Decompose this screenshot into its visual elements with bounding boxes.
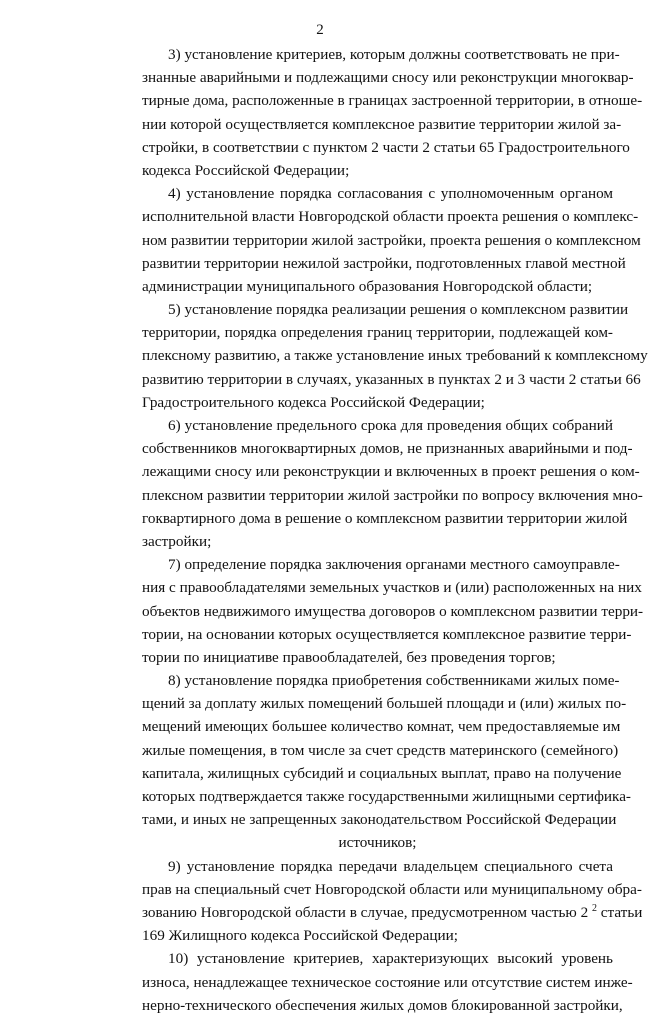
paragraph-9 [142, 855, 643, 948]
paragraph-10 [142, 947, 633, 1017]
text-line: 3) установление критериев, которым должны соответствовать не при- [168, 46, 620, 63]
text-line: 169 Жилищного кодекса Российской Федерации; [142, 927, 458, 945]
text-line: источников; [338, 834, 417, 852]
document-body [142, 43, 648, 1017]
text-line: кодекса Российской Федерации; [142, 161, 350, 179]
text-line-main: зованию Новгородской области в случае, предусмотренном частью 2 [142, 903, 589, 921]
text-line: развитии территории нежилой застройки, подготовленных главой местной [142, 254, 626, 272]
paragraph-6 [142, 414, 643, 553]
page-number: 2 [316, 22, 324, 38]
text-line: капитала, жилищных субсидий и социальных выплат, право на получение [142, 764, 622, 782]
paragraph-8 [142, 669, 631, 855]
text-line [142, 901, 643, 924]
text-line: лежащими сносу или реконструкции и включенных в проект решения о ком- [142, 463, 640, 481]
text-line: гоквартирного дома в решение о комплексном развитии территории жилой [142, 509, 628, 527]
superscript: 2 [591, 902, 597, 914]
text-line: 5) установление порядка реализации решения о комплексном развитии [168, 301, 629, 319]
text-line: объектов недвижимого имущества договоров о комплексном развитии терри- [142, 602, 644, 620]
text-line: тории, на основании которых осуществляется комплексное развитие терри- [142, 625, 632, 643]
text-line: развитию территории в случаях, указанных в пунктах 2 и 3 части 2 статьи 66 [142, 370, 641, 388]
text-line: 7) определение порядка заключения органами местного самоуправле- [168, 556, 620, 574]
paragraph-7 [142, 553, 644, 669]
text-line: стройки, в соответствии с пунктом 2 части 2 статьи 65 Градостроительного [142, 138, 630, 156]
text-line: ном развитии территории жилой застройки, проекта решения о комплексном [142, 231, 641, 249]
text-line-tail: статьи [596, 903, 643, 921]
text-line: собственников многоквартирных домов, не признанных аварийными и под- [142, 440, 633, 458]
text-line: тории по инициативе правообладателей, без проведения торгов; [142, 648, 556, 666]
text-line: жилые помещения, в том числе за счет средств материнского (семейного) [142, 741, 619, 759]
text-line: прав на специальный счет Новгородской области или муниципальному обра- [142, 880, 642, 898]
text-line: ния с правообладателями земельных участков и (или) расположенных на них [142, 579, 642, 597]
text-line: территории, порядка определения границ территории, подлежащей ком- [142, 324, 613, 342]
text-line: износа, ненадлежащее техническое состояние или отсутствие систем инже- [142, 973, 633, 991]
paragraph-3 [142, 43, 643, 182]
text-line: исполнительной власти Новгородской области проекта решения о комплекс- [142, 208, 639, 226]
text-line: нерно-технического обеспечения жилых домов блокированной застройки, [142, 996, 623, 1014]
text-line: тирные дома, расположенные в границах застроенной территории, в отноше- [142, 92, 643, 110]
paragraph-4 [142, 182, 641, 298]
text-line: 4) установление порядка согласования с уполномоченным органом [168, 185, 613, 203]
text-line: плексном развитии территории жилой застройки по вопросу включения мно- [142, 486, 643, 504]
text-line: 8) установление порядка приобретения собственниками жилых поме- [168, 672, 620, 690]
text-line: Градостроительного кодекса Российской Федерации; [142, 393, 485, 411]
text-line: 10) установление критериев, характеризующих высокий уровень [168, 950, 613, 968]
text-line: администрации муниципального образования Новгородской области; [142, 277, 593, 295]
text-line: мещений имеющих большее количество комнат, чем предоставляемые им [142, 718, 621, 736]
text-line: плексному развитию, а также установление иных требований к комплексному [142, 347, 648, 365]
text-line: 9) установление порядка передачи владельцем специального счета [168, 857, 613, 875]
paragraph-5 [142, 298, 648, 414]
text-line: тами, и иных не запрещенных законодательством Российской Федерации [142, 811, 617, 829]
text-line: нии которой осуществляется комплексное развитие территории жилой за- [142, 115, 622, 133]
text-line: которых подтверждается также государственными жилищными сертифика- [142, 788, 631, 805]
text-line: 6) установление предельного срока для проведения общих собраний [168, 417, 613, 434]
text-line: застройки; [142, 532, 212, 550]
text-line: знанные аварийными и подлежащими сносу или реконструкции многоквар- [142, 69, 634, 87]
text-line: щений за доплату жилых помещений большей площади и (или) жилых по- [142, 695, 627, 713]
